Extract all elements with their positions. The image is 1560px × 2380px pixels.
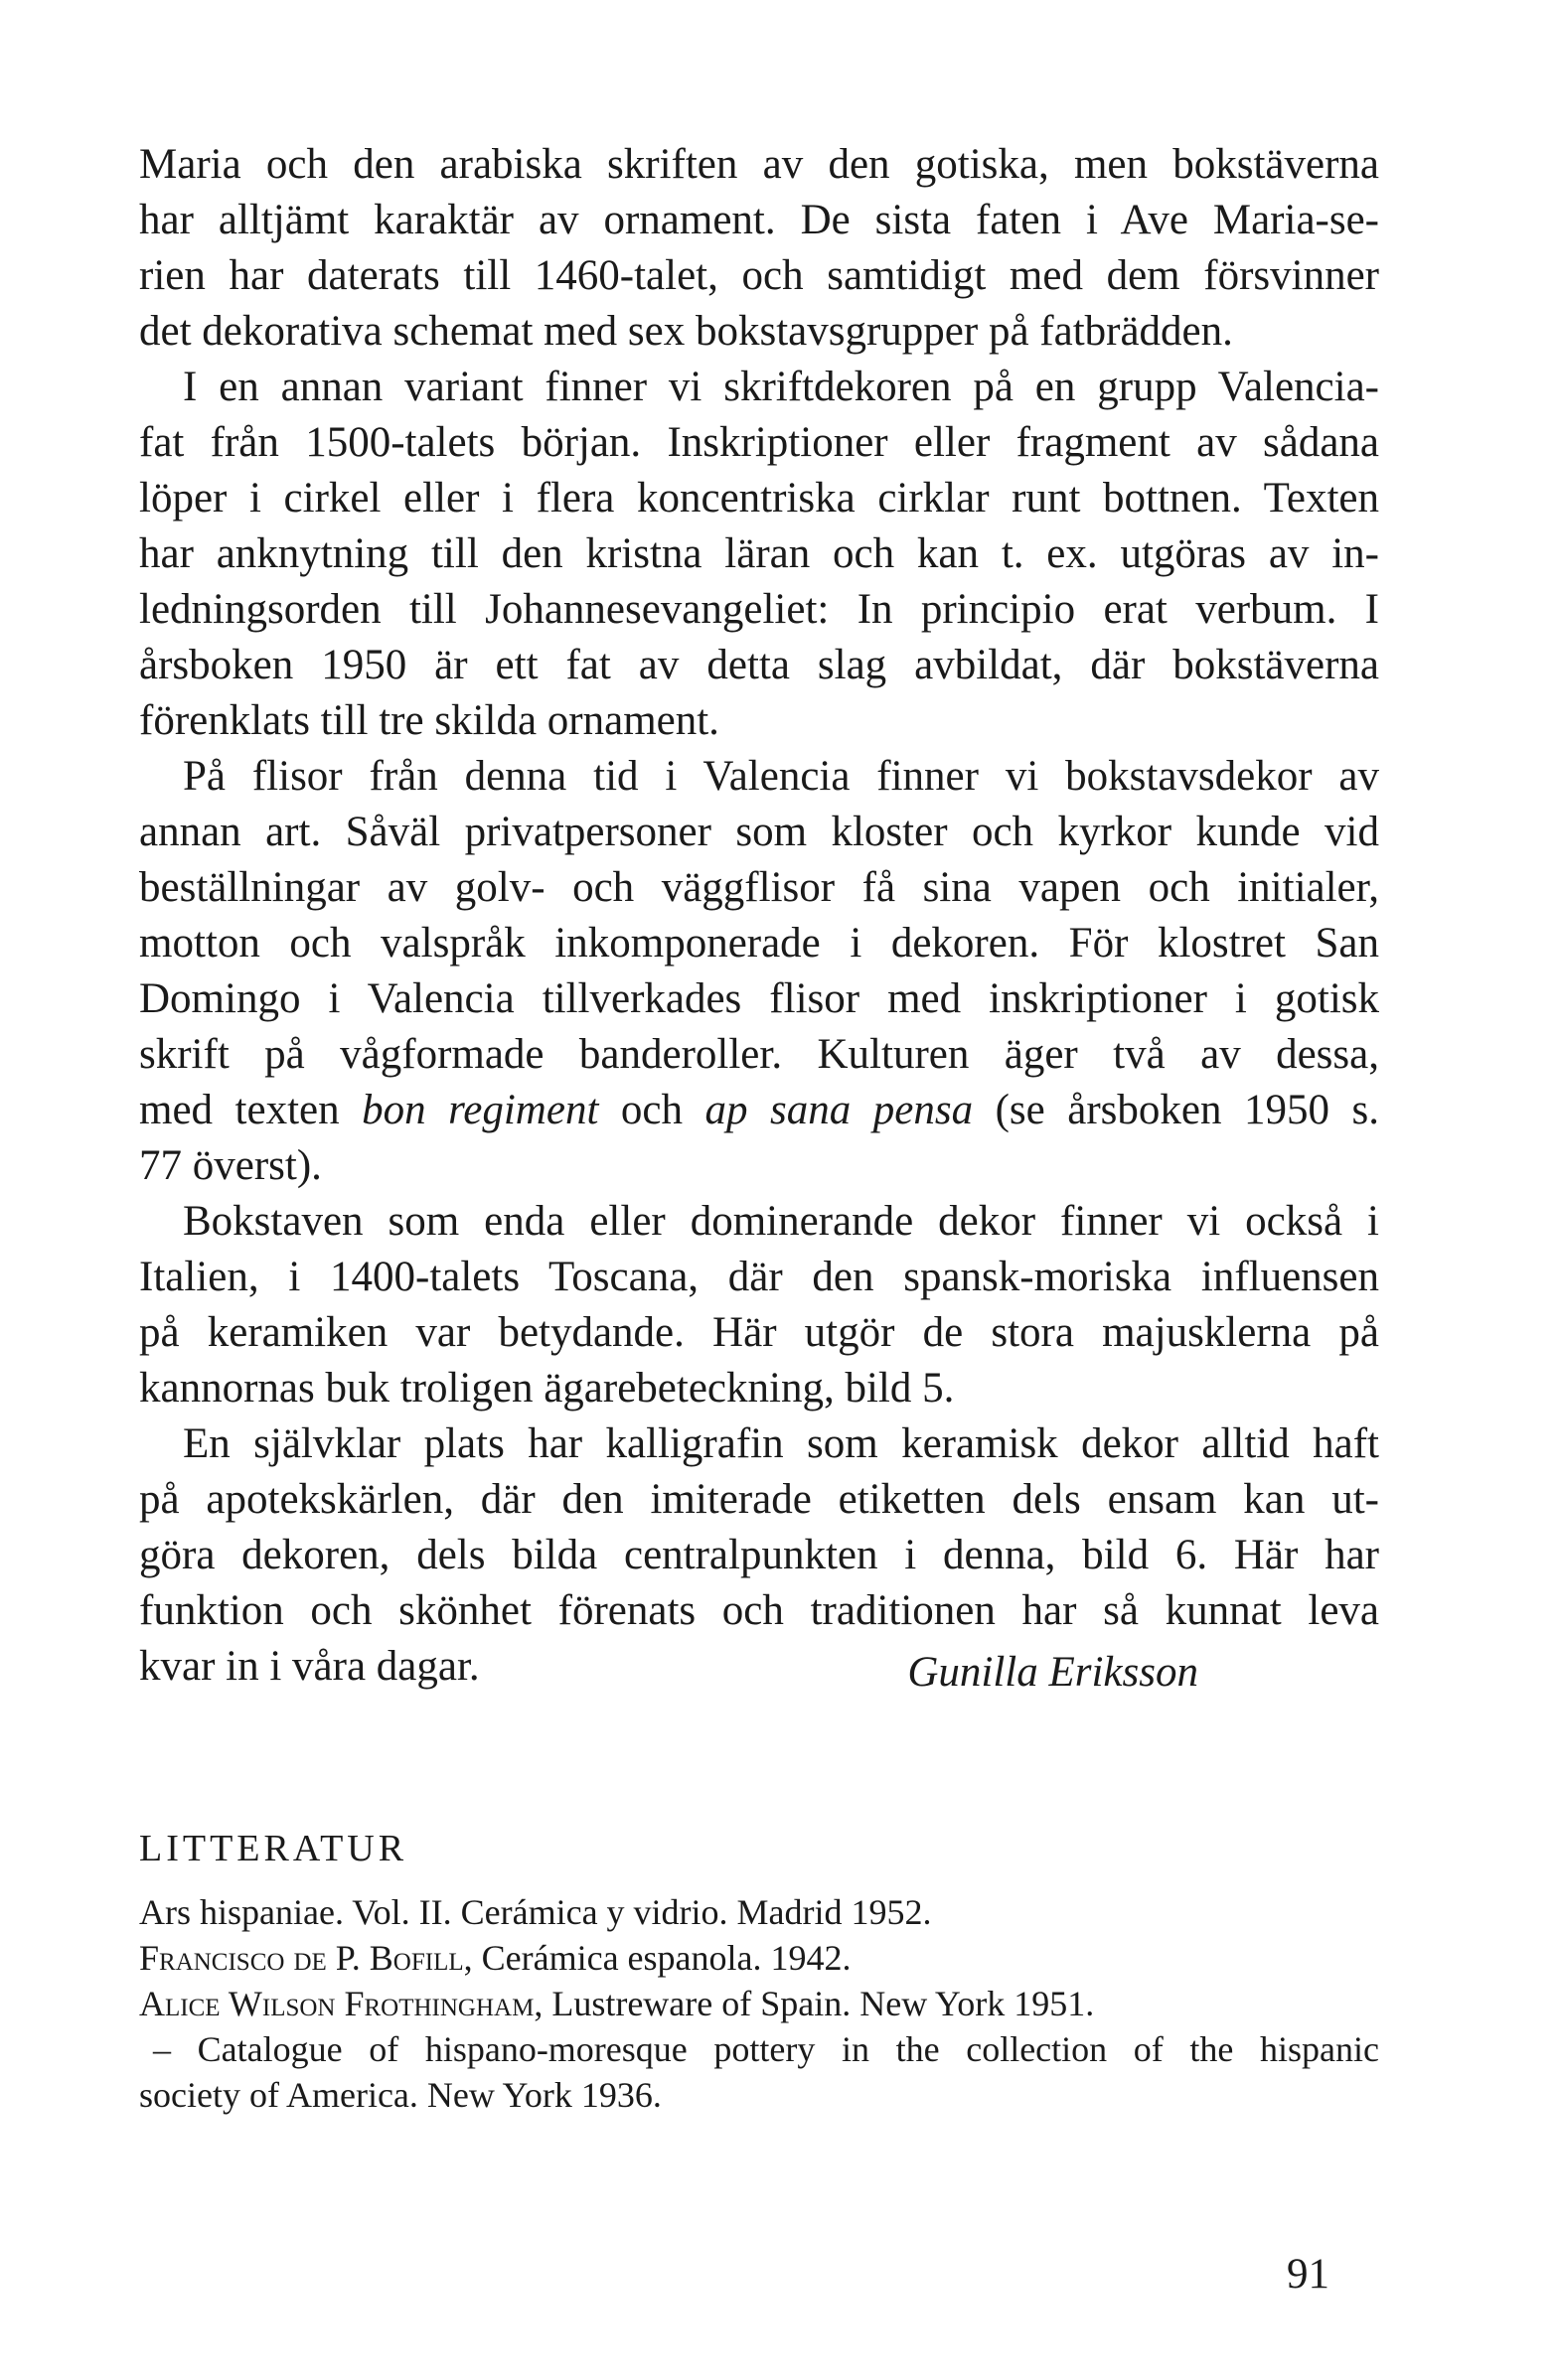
body-line: det dekorativa schemat med sex bokstavsgrupper på fatbrädden. [139, 308, 1233, 355]
reference-author: Francisco de P. Bofill, [139, 1938, 473, 1978]
body-paragraphs-part-2 [139, 1138, 1379, 1695]
body-line: Domingo i Valencia tillverkades flisor med inskriptioner i gotisk [139, 975, 1379, 1022]
page-number: 91 [1287, 2251, 1329, 2298]
italic-line-prefix: med texten [139, 1087, 363, 1133]
body-line: har anknytning till den kristna läran och kan t. ex. utgöras av in- [139, 530, 1379, 577]
author-signature: Gunilla Eriksson [907, 1649, 1198, 1696]
references-list [139, 1889, 1379, 2118]
body-line-italic-titles [139, 1083, 1379, 1138]
reference-title: Lustreware of Spain. New York 1951. [543, 1984, 1095, 2023]
body-line: årsboken 1950 är ett fat av detta slag avbildat, där bokstäverna [139, 642, 1379, 688]
body-line: beställningar av golv- och väggflisor få sina vapen och initialer, [139, 864, 1379, 911]
body-line: Bokstaven som enda eller dominerande dekor finner vi också i [183, 1198, 1379, 1245]
italic-title-bon-regiment: bon regiment [362, 1087, 599, 1133]
italic-line-suffix: (se årsboken 1950 s. [973, 1087, 1379, 1133]
body-line: skrift på vågformade banderoller. Kulturen äger två av dessa, [139, 1031, 1379, 1078]
references-heading: LITTERATUR [139, 1828, 408, 1869]
body-line: kannornas buk troligen ägarebeteckning, bild 5. [139, 1365, 955, 1412]
body-line: göra dekoren, dels bilda centralpunkten i denna, bild 6. Här har [139, 1532, 1379, 1578]
reference-item-continuation: society of America. New York 1936. [139, 2075, 662, 2115]
italic-line-middle: och [598, 1087, 705, 1133]
body-line: 77 överst). [139, 1142, 322, 1189]
body-text [139, 137, 1379, 1695]
reference-item [139, 1935, 1379, 1981]
reference-item: Ars hispaniae. Vol. II. Cerámica y vidrio. Madrid 1952. [139, 1892, 932, 1932]
body-line: löper i cirkel eller i flera koncentriska cirklar runt bottnen. Texten [139, 475, 1379, 521]
body-line: rien har daterats till 1460-talet, och samtidigt med dem försvinner [139, 252, 1379, 299]
body-line: På flisor från denna tid i Valencia finner vi bokstavsdekor av [183, 753, 1379, 800]
body-line: motton och valspråk inkomponerade i dekoren. För klostret San [139, 920, 1379, 967]
reference-author: Alice Wilson Frothingham, [139, 1984, 544, 2023]
body-line: på apotekskärlen, där den imiterade etiketten dels ensam kan ut- [139, 1476, 1379, 1523]
body-line: annan art. Såväl privatpersoner som kloster och kyrkor kunde vid [139, 809, 1379, 855]
body-line: på keramiken var betydande. Här utgör de stora majusklerna på [139, 1309, 1379, 1356]
body-line: ledningsorden till Johannesevangeliet: In principio erat verbum. I [139, 586, 1379, 633]
body-line: funktion och skönhet förenats och traditionen har så kunnat leva [139, 1587, 1379, 1634]
body-paragraphs-part-1 [139, 137, 1379, 1083]
body-line: I en annan variant finner vi skriftdekoren på en grupp Valencia- [183, 364, 1379, 410]
reference-item: – Catalogue of hispano-moresque pottery in the collection of the hispanic [153, 2029, 1379, 2069]
body-line: fat från 1500-talets början. Inskriptioner eller fragment av sådana [139, 419, 1379, 466]
body-line: kvar in i våra dagar. [139, 1643, 480, 1690]
body-line: Italien, i 1400-talets Toscana, där den spansk-moriska influensen [139, 1254, 1379, 1300]
reference-item [139, 1981, 1379, 2026]
body-line: Maria och den arabiska skriften av den gotiska, men bokstäverna [139, 141, 1379, 188]
italic-title-ap-sana-pensa: ap sana pensa [704, 1087, 974, 1133]
body-line: har alltjämt karaktär av ornament. De sista faten i Ave Maria-se- [139, 197, 1379, 243]
body-line: förenklats till tre skilda ornament. [139, 697, 719, 744]
body-line: En självklar plats har kalligrafin som keramisk dekor alltid haft [183, 1420, 1379, 1467]
reference-title: Cerámica espanola. 1942. [472, 1938, 852, 1978]
